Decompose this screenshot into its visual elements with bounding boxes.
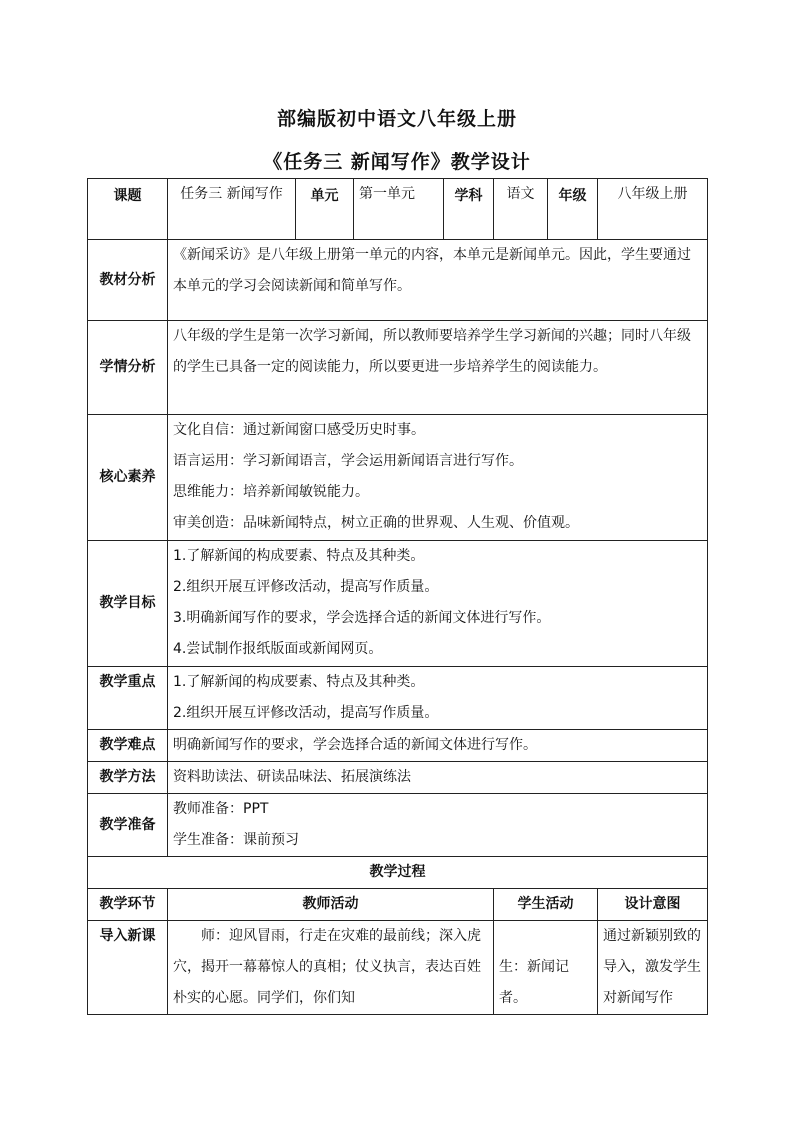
goals-label: 教学目标 (88, 541, 168, 667)
literacy-row (88, 415, 708, 541)
key-points-row (88, 667, 708, 730)
preparation-label: 教学准备 (88, 794, 168, 857)
topic-value: 任务三 新闻写作 (168, 179, 296, 240)
process-header-row (88, 889, 708, 921)
methods-content: 资料助读法、研读品味法、拓展演练法 (168, 762, 708, 794)
methods-label: 教学方法 (88, 762, 168, 794)
goal-item: 2.组织开展互评修改活动，提高写作质量。 (173, 579, 439, 595)
design-intent-cell: 通过新颖别致的导入，激发学生对新闻写作 (598, 921, 708, 1015)
literacy-line: 审美创造：品味新闻特点，树立正确的世界观、人生观、价值观。 (173, 515, 579, 531)
difficulties-content: 明确新闻写作的要求，学会选择合适的新闻文体进行写作。 (168, 730, 708, 762)
teacher-activity-cell: 师：迎风冒雨，行走在灾难的最前线；深入虎穴，揭开一幕幕惊人的真相；仗义执言，表达百姓朴实的心愿。同学们，你们知 (168, 921, 494, 1015)
key-point-item: 1.了解新闻的构成要素、特点及其种类。 (173, 674, 425, 690)
material-label: 教材分析 (88, 240, 168, 321)
goals-content (168, 541, 708, 667)
key-point-item: 2.组织开展互评修改活动，提高写作质量。 (173, 705, 439, 721)
literacy-label: 核心素养 (88, 415, 168, 541)
key-points-content (168, 667, 708, 730)
students-content (168, 321, 708, 415)
students-label: 学情分析 (88, 321, 168, 415)
stage-header: 教学环节 (88, 889, 168, 921)
process-row (88, 921, 708, 1015)
unit-value: 第一单元 (354, 179, 444, 240)
literacy-line: 语言运用：学习新闻语言，学会运用新闻语言进行写作。 (173, 453, 523, 469)
methods-row (88, 762, 708, 794)
subject-label: 学科 (444, 179, 494, 240)
students-text: 八年级的学生是第一次学习新闻，所以教师要培养学生学习新闻的兴趣；同时八年级的学生已具备一定的阅读能力，所以要更进一步培养学生的阅读能力。 (173, 328, 691, 375)
material-row (88, 240, 708, 321)
goal-item: 4.尝试制作报纸版面或新闻网页。 (173, 641, 383, 657)
goal-item: 3.明确新闻写作的要求，学会选择合适的新闻文体进行写作。 (173, 610, 551, 626)
topic-row (88, 179, 708, 240)
teacher-activity-header: 教师活动 (168, 889, 494, 921)
difficulties-label: 教学难点 (88, 730, 168, 762)
preparation-content (168, 794, 708, 857)
key-points-label: 教学重点 (88, 667, 168, 730)
teacher-prep: 教师准备：PPT (173, 801, 269, 817)
lesson-plan-table (87, 178, 708, 1015)
students-row (88, 321, 708, 415)
grade-label: 年级 (548, 179, 598, 240)
literacy-content (168, 415, 708, 541)
material-text: 《新闻采访》是八年级上册第一单元的内容，本单元是新闻单元。因此，学生要通过本单元的学习会阅读新闻和简单写作。 (173, 247, 691, 294)
student-activity-cell: 生：新闻记者。 (494, 921, 598, 1015)
goals-row (88, 541, 708, 667)
student-prep: 学生准备：课前预习 (173, 832, 299, 848)
subject-value: 语文 (494, 179, 548, 240)
preparation-row (88, 794, 708, 857)
document-title: 部编版初中语文八年级上册 (276, 108, 517, 130)
literacy-line: 思维能力：培养新闻敏锐能力。 (173, 484, 369, 500)
goal-item: 1.了解新闻的构成要素、特点及其种类。 (173, 548, 425, 564)
difficulties-row (88, 730, 708, 762)
lesson-title: 《任务三 新闻写作》教学设计 (263, 151, 531, 173)
design-intent-header: 设计意图 (598, 889, 708, 921)
grade-value: 八年级上册 (598, 179, 708, 240)
student-activity-header: 学生活动 (494, 889, 598, 921)
process-title: 教学过程 (88, 857, 708, 889)
material-content (168, 240, 708, 321)
unit-label: 单元 (296, 179, 354, 240)
process-title-row (88, 857, 708, 889)
stage-cell: 导入新课 (88, 921, 168, 1015)
literacy-line: 文化自信：通过新闻窗口感受历史时事。 (173, 422, 425, 438)
topic-label: 课题 (88, 179, 168, 240)
